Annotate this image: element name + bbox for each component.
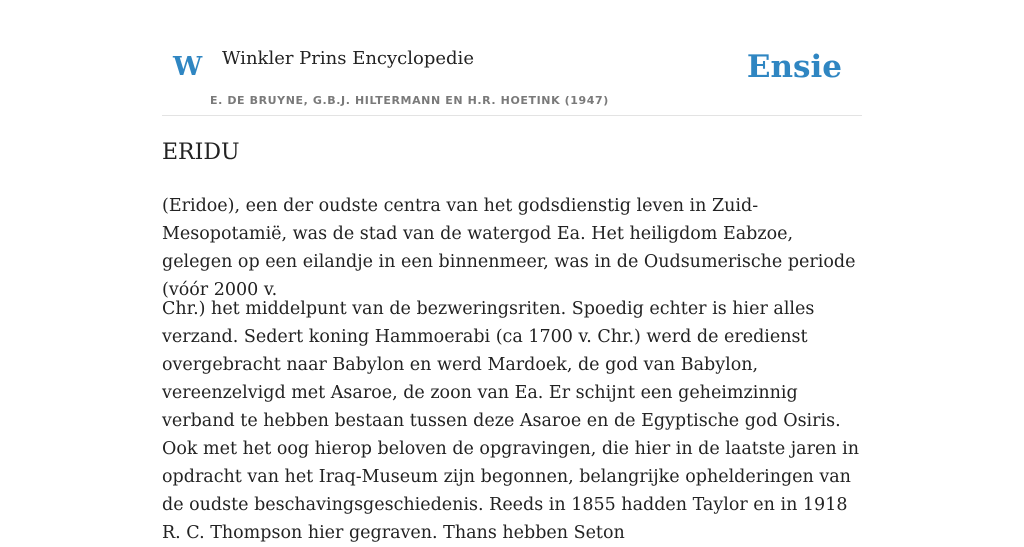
site-title-link[interactable]: Winkler Prins Encyclopedie (222, 48, 474, 69)
ensie-brand-link[interactable]: Ensie (746, 49, 842, 85)
article-paragraph-1: (Eridoe), een der oudste centra van het godsdienstig leven in Zuid-Mesopotamië, was de stad van de watergod Ea. Het heiligdom Eabzoe, gelegen op een eilandje in een binnenmeer, was in de Oudsumerische periode (vóór 2000 v. (162, 196, 856, 300)
article-paragraph-2: Chr.) het middelpunt van de bezweringsriten. Spoedig echter is hier alles verzand. Sedert koning Hammoerabi (ca 1700 v. Chr.) werd de eredienst overgebracht naar Babylon en werd Mardoek, de god van Babylon, vereenzelvigd met Asaroe, de zoon van Ea. Er schijnt een geheimzinnig verband te hebben bestaan tussen deze Asaroe en de Egyptische god Osiris. Ook met het oog hierop beloven de opgravingen, die hier in de laatste jaren in opdracht van het Iraq-Museum zijn begonnen, belangrijke ophelderingen van de oudste beschavingsgeschiedenis. Reeds in 1855 hadden Taylor en in 1918 R. C. Thompson hier gegraven. Thans hebben Seton (162, 299, 860, 543)
authors-line: E. DE BRUYNE, G.B.J. HILTERMANN EN H.R. HOETINK (1947) (210, 94, 609, 107)
site-logo-icon[interactable]: W (173, 52, 203, 82)
article-title: ERIDU (162, 140, 240, 165)
site-header (162, 40, 862, 116)
